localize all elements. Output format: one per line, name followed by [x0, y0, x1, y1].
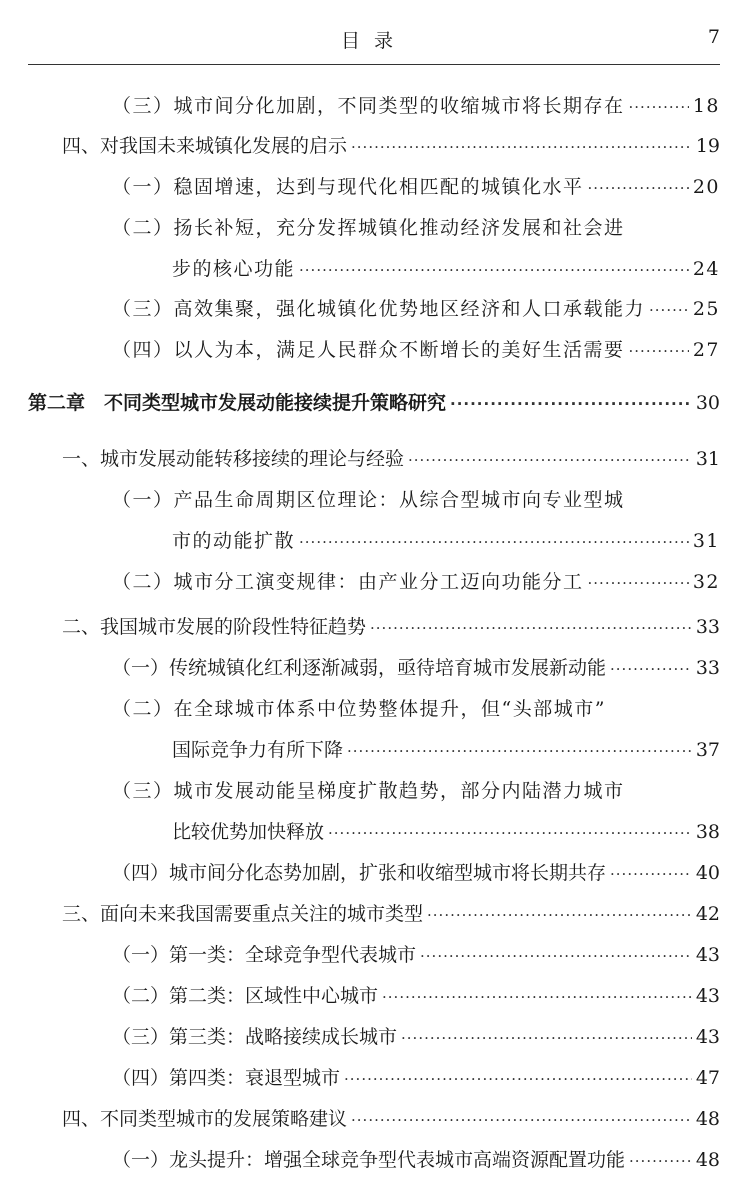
toc-entry-title: （三）城市间分化加剧，不同类型的收缩城市将长期存在 [112, 95, 625, 117]
toc-entry-title: （二）扬长补短，充分发挥城镇化推动经济发展和社会进 [112, 217, 625, 239]
toc-entry[interactable] [112, 981, 720, 1011]
toc-entry-title: （二）城市分工演变规律：由产业分工迈向功能分工 [112, 571, 584, 593]
leader-dots [328, 818, 692, 847]
page-header [28, 22, 720, 62]
leader-dots [629, 92, 689, 121]
toc-entry-page: 37 [695, 739, 720, 761]
toc-entry-page: 32 [692, 571, 720, 593]
toc-entry-title: （一）第一类：全球竞争型代表城市 [112, 944, 417, 966]
toc-entry[interactable] [112, 172, 720, 202]
toc-entry-page: 43 [695, 1026, 720, 1048]
leader-dots [299, 255, 689, 284]
toc-entry[interactable] [112, 1063, 720, 1093]
toc-entry-title: 第二章 不同类型城市发展动能接续提升策略研究 [28, 392, 447, 414]
toc-entry-title: 国际竞争力有所下降 [172, 739, 344, 761]
toc-entry[interactable] [112, 567, 720, 597]
leader-dots [370, 613, 692, 642]
toc-entry[interactable] [112, 335, 720, 365]
header-rule [28, 64, 720, 65]
toc-entry-title: （一）产品生命周期区位理论：从综合型城市向专业型城 [112, 489, 625, 511]
leader-dots [588, 173, 689, 202]
leader-dots [408, 445, 692, 474]
toc-entry[interactable] [112, 213, 720, 243]
leader-dots [344, 1064, 692, 1093]
leader-dots [299, 527, 689, 556]
toc-entry-continuation[interactable] [172, 817, 720, 847]
toc-entry-title: （四）以人为本，满足人民群众不断增长的美好生活需要 [112, 339, 625, 361]
toc-entry-page: 24 [692, 258, 720, 280]
toc-entry-title: （四）第四类：衰退型城市 [112, 1067, 341, 1089]
toc-entry[interactable] [112, 858, 720, 888]
toc-entry-title: （三）第三类：战略接续成长城市 [112, 1026, 398, 1048]
toc-entry-page: 43 [695, 944, 720, 966]
toc-entry-continuation[interactable] [172, 735, 720, 765]
toc-entry[interactable] [112, 694, 720, 724]
toc-entry-page: 38 [695, 821, 720, 843]
toc-entry[interactable] [112, 485, 720, 515]
toc-entry[interactable] [112, 1145, 720, 1175]
toc-entry-page: 48 [695, 1108, 720, 1130]
toc-entry-title: （三）高效集聚，强化城镇化优势地区经济和人口承载能力 [112, 298, 646, 320]
toc-entry-title: （一）龙头提升：增强全球竞争型代表城市高端资源配置功能 [112, 1149, 626, 1171]
toc-entry-title: 一、城市发展动能转移接续的理论与经验 [62, 448, 405, 470]
toc-entry[interactable] [112, 776, 720, 806]
toc-entry-title: 二、我国城市发展的阶段性特征趋势 [62, 616, 367, 638]
toc-entry[interactable] [62, 612, 720, 642]
toc-entry-title: 三、面向未来我国需要重点关注的城市类型 [62, 903, 424, 925]
toc-entry-page: 31 [695, 448, 720, 470]
toc-entry-title: （一）稳固增速，达到与现代化相匹配的城镇化水平 [112, 176, 584, 198]
toc-entry[interactable] [62, 131, 720, 161]
toc-entry-title: （二）第二类：区域性中心城市 [112, 985, 379, 1007]
toc-entry[interactable] [62, 899, 720, 929]
leader-dots [649, 295, 689, 324]
toc-chapter-entry[interactable] [28, 388, 720, 418]
leader-dots [588, 568, 689, 597]
page-number: 7 [707, 26, 720, 48]
toc-entry-page: 31 [692, 530, 720, 552]
toc-entry-title: 比较优势加快释放 [172, 821, 325, 843]
toc-entry-title: （一）传统城镇化红利逐渐减弱，亟待培育城市发展新动能 [112, 657, 607, 679]
toc-entry-title: 步的核心功能 [172, 258, 296, 280]
toc-entry-page: 20 [692, 176, 720, 198]
leader-dots [382, 982, 692, 1011]
leader-dots [610, 654, 692, 683]
toc-entry-page: 43 [695, 985, 720, 1007]
toc-entry-page: 19 [695, 135, 720, 157]
toc-entry-title: （四）城市间分化态势加剧，扩张和收缩型城市将长期共存 [112, 862, 607, 884]
leader-dots [351, 1105, 692, 1134]
toc-entry-page: 42 [695, 903, 720, 925]
leader-dots [629, 1146, 692, 1175]
toc-entry[interactable] [112, 294, 720, 324]
leader-dots [629, 336, 689, 365]
toc-entry-page: 18 [692, 95, 720, 117]
toc-entry-page: 47 [695, 1067, 720, 1089]
toc-entry[interactable] [62, 1104, 720, 1134]
toc-entry-continuation[interactable] [172, 254, 720, 284]
toc-entry-title: 四、对我国未来城镇化发展的启示 [62, 135, 348, 157]
running-title: 目录 [340, 30, 407, 52]
toc-entry-page: 27 [692, 339, 720, 361]
leader-dots [401, 1023, 692, 1052]
toc-entry-page: 25 [692, 298, 720, 320]
toc-entry-page: 48 [695, 1149, 720, 1171]
toc-entry-page: 40 [695, 862, 720, 884]
leader-dots [610, 859, 692, 888]
leader-dots [420, 941, 692, 970]
toc-entry-title: 四、不同类型城市的发展策略建议 [62, 1108, 348, 1130]
toc-entry[interactable] [112, 940, 720, 970]
toc-entry-page: 30 [695, 392, 720, 414]
toc-entry[interactable] [112, 1022, 720, 1052]
toc-entry-title: （二）在全球城市体系中位势整体提升，但“头部城市” [112, 698, 606, 720]
toc-entry[interactable] [112, 653, 720, 683]
leader-dots [347, 736, 692, 765]
toc-entry[interactable] [62, 444, 720, 474]
toc-entry-page: 33 [695, 657, 720, 679]
toc-entry-page: 33 [695, 616, 720, 638]
leader-dots [351, 132, 692, 161]
toc-entry[interactable] [112, 91, 720, 121]
leader-dots [450, 389, 692, 418]
leader-dots [427, 900, 692, 929]
toc-entry-title: （三）城市发展动能呈梯度扩散趋势，部分内陆潜力城市 [112, 780, 625, 802]
toc-entry-continuation[interactable] [172, 526, 720, 556]
toc-entry-title: 市的动能扩散 [172, 530, 296, 552]
